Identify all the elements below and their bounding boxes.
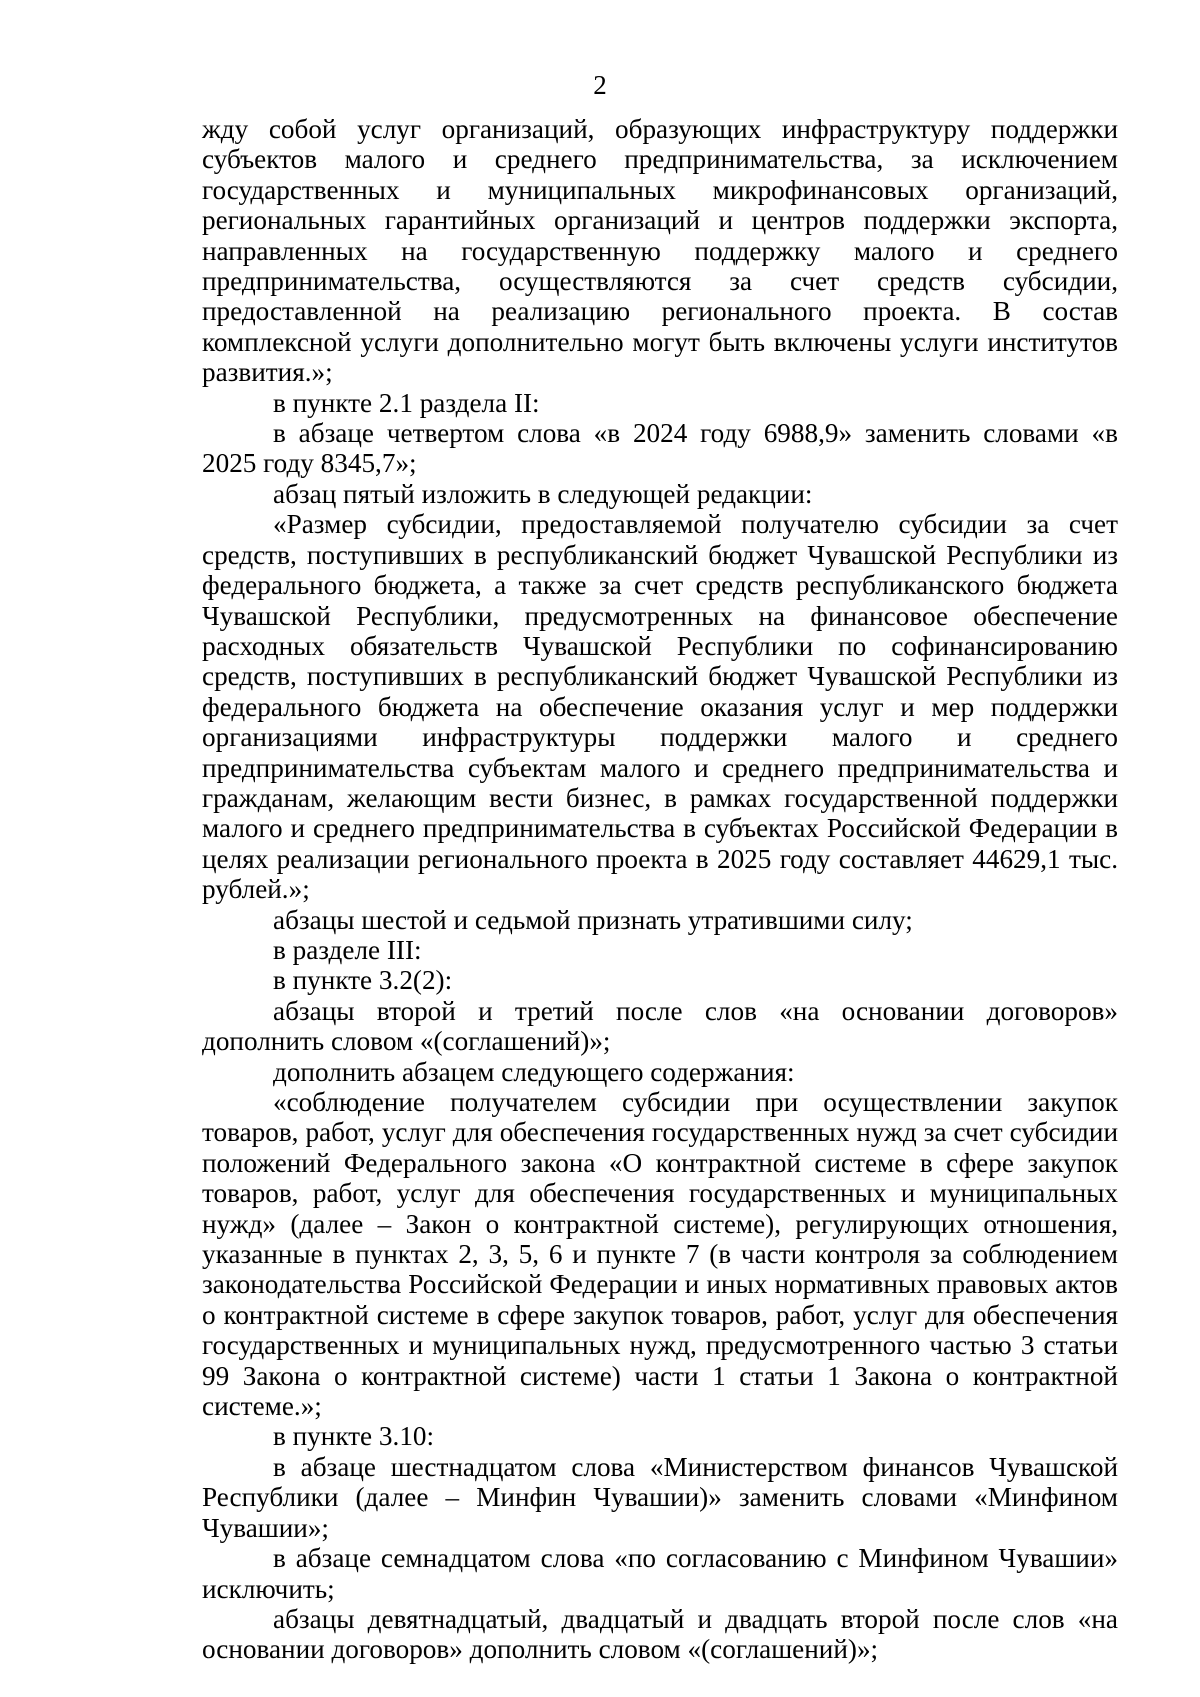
paragraph-14: в абзаце семнадцатом слова «по согласованию с Минфином Чувашии» исключить; xyxy=(202,1543,1118,1604)
paragraph-13: в абзаце шестнадцатом слова «Министерством финансов Чувашской Республики (далее – Минфин Чувашии)» заменить словами «Минфином Чувашии»; xyxy=(202,1451,1118,1543)
paragraph-10: дополнить абзацем следующего содержания: xyxy=(273,1056,795,1087)
paragraph-2: в пункте 2.1 раздела II: xyxy=(273,387,540,418)
paragraph-1: жду собой услуг организаций, образующих инфраструктуру поддержки субъектов малого и среднего предпринимательства, за исключением государственных и муниципальных микрофинансовых организаций, региональных гарантийных организаций и центров поддержки экспорта, направленных на государственную поддержку малого и среднего предпринимательства, осуществляются за счет средств субсидии, предоставленной на реализацию регионального проекта. В состав комплексной услуги дополнительно могут быть включены услуги институтов развития.»; xyxy=(202,114,1118,388)
paragraph-11: «соблюдение получателем субсидии при осуществлении закупок товаров, работ, услуг для обеспечения государственных нужд за счет субсидии положений Федерального закона «О контрактной системе в сфере закупок товаров, работ, услуг для обеспечения государственных и муниципальных нужд» (далее – Закон о контрактной системе), регулирующих отношения, указанные в пунктах 2, 3, 5, 6 и пункте 7 (в части контроля за соблюдением законодательства Российской Федерации и иных нормативных правовых актов о контрактной системе в сфере закупок товаров, работ, услуг для обеспечения государственных и муниципальных нужд, предусмотренного частью 3 статьи 99 Закона о контрактной системе) части 1 статьи 1 Закона о контрактной системе.»; xyxy=(202,1087,1118,1422)
document-body xyxy=(202,114,1118,1665)
paragraph-6: абзацы шестой и седьмой признать утратившими силу; xyxy=(273,904,913,935)
paragraph-5: «Размер субсидии, предоставляемой получателю субсидии за счет средств, поступивших в республиканский бюджет Чувашской Республики из федерального бюджета, а также за счет средств республиканского бюджета Чувашской Республики, предусмотренных на финансовое обеспечение расходных обязательств Чувашской Республики по софинансированию средств, поступивших в республиканский бюджет Чувашской Республики из федерального бюджета на обеспечение оказания услуг и мер поддержки организациями инфраструктуры поддержки малого и среднего предпринимательства субъектам малого и среднего предпринимательства и гражданам, желающим вести бизнес, в рамках государственной поддержки малого и среднего предпринимательства в субъектах Российской Федерации в целях реализации регионального проекта в 2025 году составляет 44629,1 тыс. рублей.»; xyxy=(202,509,1118,905)
paragraph-3: в абзаце четвертом слова «в 2024 году 6988,9» заменить словами «в 2025 году 8345,7»; xyxy=(202,418,1118,479)
page-number: 2 xyxy=(593,70,607,100)
paragraph-12: в пункте 3.10: xyxy=(273,1421,435,1452)
paragraph-15: абзацы девятнадцатый, двадцатый и двадцать второй после слов «на основании договоров» дополнить словом «(соглашений)»; xyxy=(202,1603,1118,1665)
paragraph-7: в разделе III: xyxy=(273,934,422,965)
paragraph-8: в пункте 3.2(2): xyxy=(273,965,453,996)
paragraph-9: абзацы второй и третий после слов «на основании договоров» дополнить словом «(соглашений)»; xyxy=(202,995,1118,1057)
paragraph-4: абзац пятый изложить в следующей редакции: xyxy=(273,478,813,509)
